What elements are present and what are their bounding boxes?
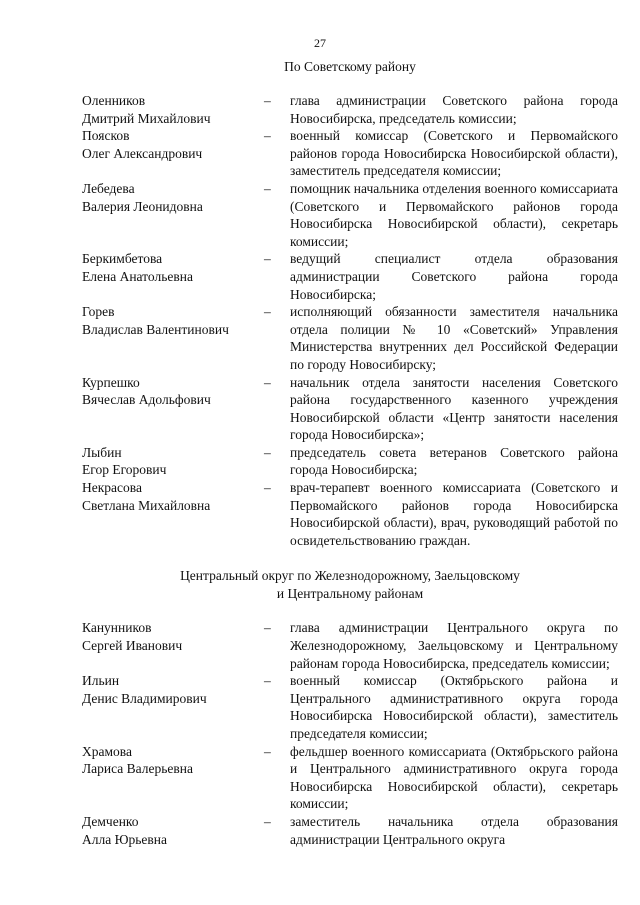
member-surname: Демченко (82, 813, 139, 829)
member-given-name: Елена Анатольевна (82, 268, 193, 284)
member-given-name: Денис Владимирович (82, 690, 207, 706)
member-surname: Беркимбетова (82, 251, 163, 267)
section-title-line: и Центральному районам (276, 586, 424, 602)
member-given-name: Сергей Иванович (82, 638, 183, 654)
member-given-name: Валерия Леонидовна (82, 198, 203, 214)
member-surname: Курпешко (82, 374, 140, 390)
member-role: фельдшер военного комиссариата (Октябрьского района и Центрального административного округа города Новосибирска Новосибирской области), секретарь комиссии; (290, 743, 618, 812)
dash: – (264, 93, 271, 108)
member-surname: Горев (82, 304, 115, 320)
member-role: военный комиссар (Советского и Первомайского районов города Новосибирска Новосибирской области), заместитель председателя комиссии; (290, 128, 618, 179)
section-title (82, 58, 618, 76)
dash: – (264, 813, 271, 829)
member-name (82, 479, 264, 549)
member-name (82, 250, 264, 303)
dash: – (264, 374, 271, 390)
dash: – (264, 128, 271, 144)
member-surname: Поясков (82, 128, 130, 144)
member-surname: Лыбин (82, 444, 122, 460)
dash: – (264, 304, 271, 320)
member-given-name: Олег Александрович (82, 145, 203, 161)
member-name (82, 743, 264, 813)
member-name (82, 444, 264, 479)
member-given-name: Владислав Валентинович (82, 321, 229, 337)
member-name (82, 374, 264, 444)
member-surname: Лебедева (82, 180, 135, 196)
member-row (82, 303, 618, 373)
member-name (82, 303, 264, 373)
member-given-name: Лариса Валерьевна (82, 761, 193, 777)
member-name (82, 180, 264, 250)
member-given-name: Вячеслав Адольфович (82, 392, 211, 408)
member-name (82, 813, 264, 848)
dash: – (264, 444, 271, 460)
member-row (82, 619, 618, 672)
member-row (82, 92, 618, 127)
member-role: военный комиссар (Октябрьского района и Центрального административного округа города Новосибирска Новосибирской области), заместитель председателя комиссии; (290, 673, 618, 741)
section-title-line: По Советскому району (284, 59, 416, 74)
member-row (82, 250, 618, 303)
member-name (82, 127, 264, 180)
member-name (82, 672, 264, 742)
member-given-name: Светлана Михайловна (82, 497, 211, 513)
dash: – (264, 180, 271, 196)
page-number: 27 (314, 36, 326, 50)
member-row (82, 813, 618, 848)
member-role: глава администрации Центрального округа по Железнодорожному, Заельцовскому и Центральному районам города Новосибирска, председатель комиссии; (290, 620, 618, 671)
member-role: помощник начальника отделения военного комиссариата (Советского и Первомайского районов города Новосибирска Новосибирской области), секретарь комиссии; (290, 180, 619, 249)
member-role: начальник отдела занятости населения Советского района государственного казенного учреждения Новосибирской области «Центр занятости населения города Новосибирска»; (290, 374, 618, 443)
member-row (82, 127, 618, 180)
member-row (82, 672, 618, 742)
member-role: ведущий специалист отдела образования администрации Советского района города Новосибирска; (290, 251, 618, 302)
member-role: глава администрации Советского района города Новосибирска, председатель комиссии; (290, 93, 618, 126)
dash: – (264, 743, 271, 759)
member-row (82, 444, 618, 479)
dash: – (264, 620, 271, 636)
member-role: врач-терапевт военного комиссариата (Советского и Первомайского районов города Новосибирска Новосибирской области), врач, руководящий работой по освидетельствованию граждан. (290, 480, 618, 548)
dash: – (264, 251, 271, 267)
member-row (82, 374, 618, 444)
section-title-line: Центральный округ по Железнодорожному, Заельцовскому (180, 568, 520, 584)
dash: – (264, 673, 271, 689)
member-surname: Некрасова (82, 480, 142, 496)
member-surname: Ильин (82, 673, 120, 689)
member-role: заместитель начальника отдела образования администрации Центрального округа (290, 813, 618, 847)
member-row (82, 743, 618, 813)
member-surname: Канунников (82, 620, 152, 636)
member-row (82, 479, 618, 549)
member-surname: Храмова (82, 743, 132, 759)
member-role: председатель совета ветеранов Советского района города Новосибирска; (290, 444, 618, 478)
member-surname: Оленников (82, 93, 146, 108)
member-given-name: Алла Юрьевна (82, 831, 167, 847)
dash: – (264, 480, 271, 496)
member-role: исполняющий обязанности заместителя начальника отдела полиции № 10 «Советский» Управления Министерства внутренних дел Российской Федерации по городу Новосибирску; (290, 304, 618, 372)
member-row (82, 180, 618, 250)
member-name (82, 92, 264, 127)
document-body (82, 58, 618, 848)
section-title (82, 567, 618, 603)
member-name (82, 619, 264, 672)
member-given-name: Егор Егорович (82, 462, 167, 478)
member-given-name: Дмитрий Михайлович (82, 110, 211, 126)
